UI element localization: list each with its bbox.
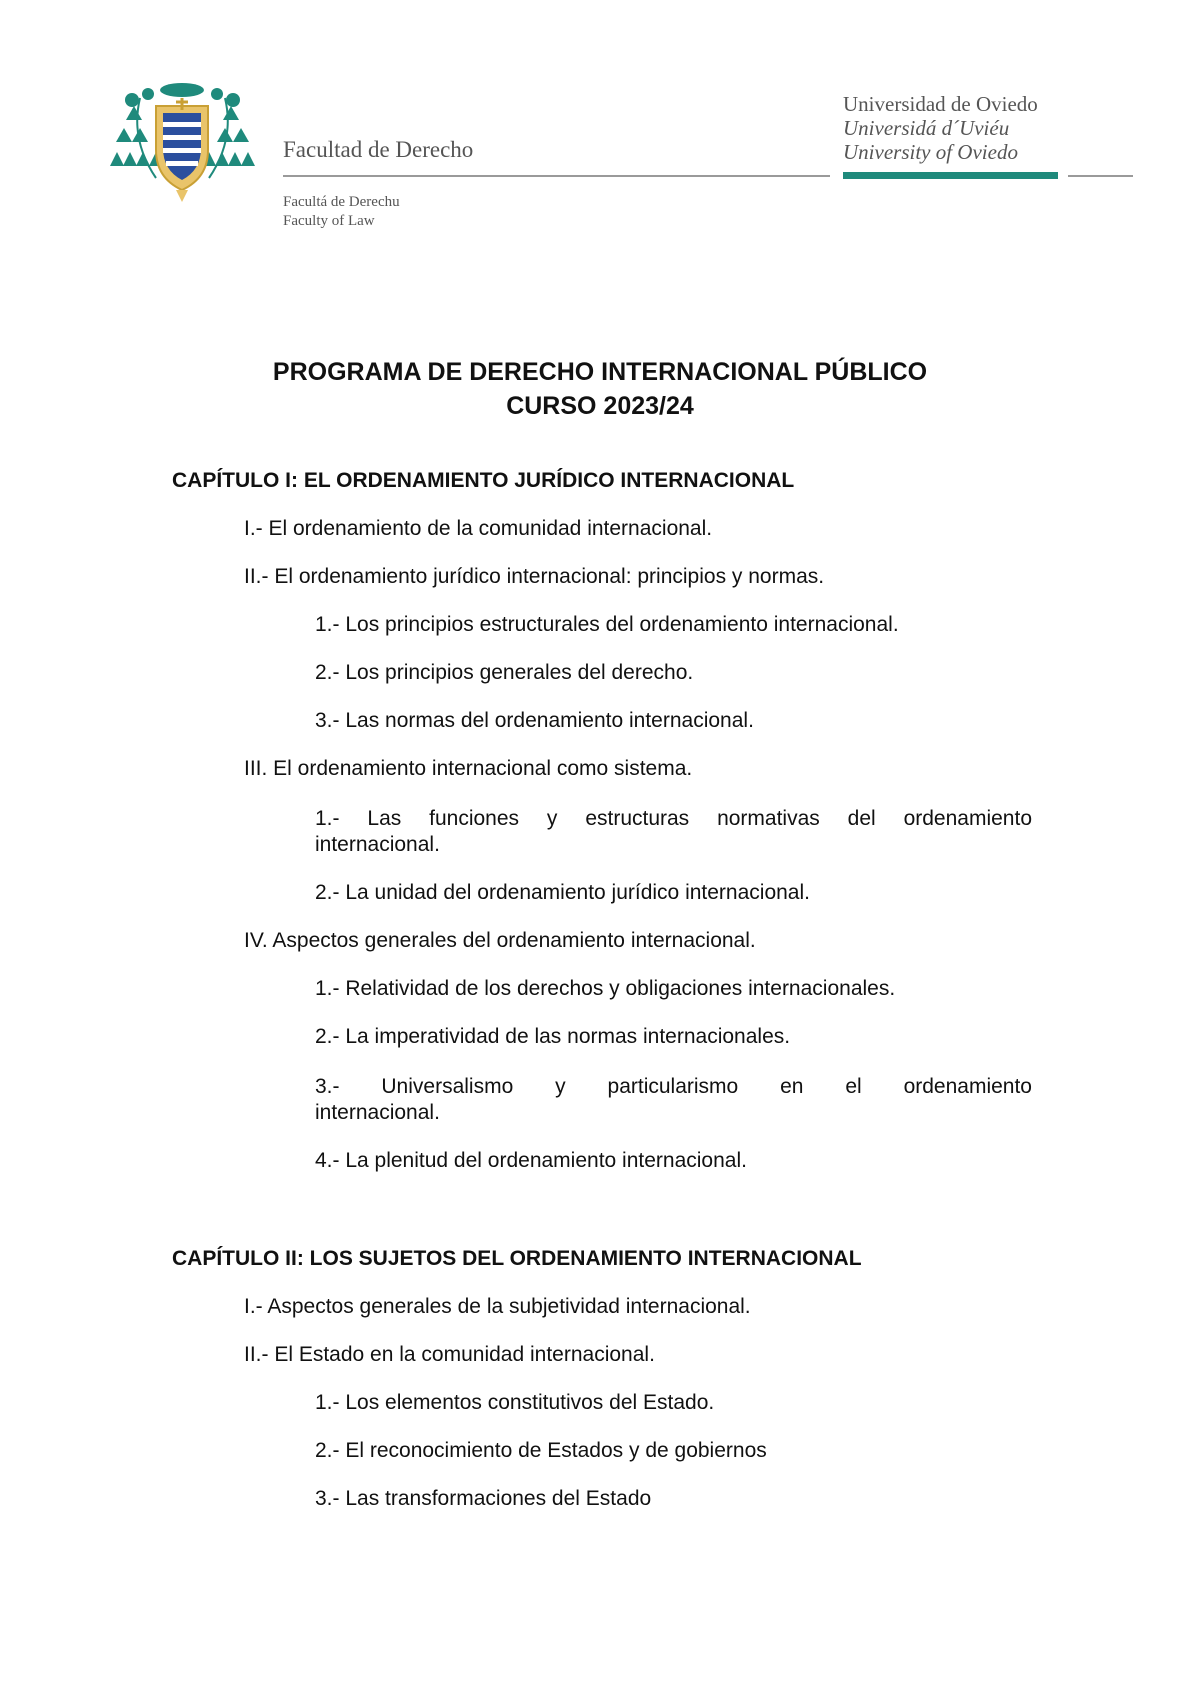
subsection-line: 1.- Las funciones y estructuras normativas del ordenamiento	[315, 807, 1032, 830]
university-accent-bar	[843, 172, 1058, 179]
subsection-item	[315, 1073, 1032, 1125]
section-item: IV. Aspectos generales del ordenamiento internacional.	[244, 929, 756, 952]
section-item: I.- Aspectos generales de la subjetividad internacional.	[244, 1295, 751, 1318]
subsection-item: 1.- Relatividad de los derechos y obligaciones internacionales.	[315, 977, 896, 1000]
subsection-item: 4.- La plenitud del ordenamiento internacional.	[315, 1149, 747, 1172]
faculty-alt-names	[283, 193, 400, 231]
faculty-divider	[283, 175, 830, 177]
university-crest-logo	[110, 80, 255, 205]
subsection-item: 1.- Los elementos constitutivos del Estado.	[315, 1391, 715, 1414]
subsection-item: 1.- Los principios estructurales del ordenamiento internacional.	[315, 613, 899, 636]
subsection-item: 2.- La unidad del ordenamiento jurídico internacional.	[315, 881, 810, 904]
title-line-2: CURSO 2023/24	[506, 392, 694, 420]
faculty-name: Facultad de Derecho	[283, 137, 474, 162]
subsection-line: internacional.	[315, 1101, 440, 1124]
subsection-item	[315, 805, 1032, 857]
university-name-asturian: Universidá d´Uviéu	[843, 116, 1010, 140]
title-line-1: PROGRAMA DE DERECHO INTERNACIONAL PÚBLICO	[272, 358, 928, 386]
faculty-name-english: Faculty of Law	[283, 213, 375, 229]
subsection-item: 2.- La imperatividad de las normas internacionales.	[315, 1025, 791, 1048]
university-name-spanish: Universidad de Oviedo	[843, 92, 1038, 116]
section-item: II.- El Estado en la comunidad internacional.	[244, 1343, 655, 1366]
faculty-name-asturian: Facultá de Derechu	[283, 194, 400, 210]
subsection-line: 3.- Universalismo y particularismo en el ordenamiento	[315, 1075, 1032, 1098]
section-item: I.- El ordenamiento de la comunidad internacional.	[244, 517, 713, 540]
subsection-item: 2.- Los principios generales del derecho.	[315, 661, 694, 684]
university-names	[843, 92, 1038, 164]
university-divider	[1068, 175, 1133, 177]
section-item: III. El ordenamiento internacional como sistema.	[244, 757, 693, 780]
subsection-line: internacional.	[315, 833, 440, 856]
chapter-heading: CAPÍTULO I: EL ORDENAMIENTO JURÍDICO INTERNACIONAL	[172, 469, 795, 492]
chapter-heading: CAPÍTULO II: LOS SUJETOS DEL ORDENAMIENTO INTERNACIONAL	[172, 1247, 862, 1270]
section-item: II.- El ordenamiento jurídico internacional: principios y normas.	[244, 565, 825, 588]
subsection-item: 3.- Las normas del ordenamiento internacional.	[315, 709, 754, 732]
subsection-item: 3.- Las transformaciones del Estado	[315, 1487, 652, 1510]
document-title	[0, 355, 1200, 423]
university-name-english: University of Oviedo	[843, 140, 1018, 164]
subsection-item: 2.- El reconocimiento de Estados y de gobiernos	[315, 1439, 767, 1462]
